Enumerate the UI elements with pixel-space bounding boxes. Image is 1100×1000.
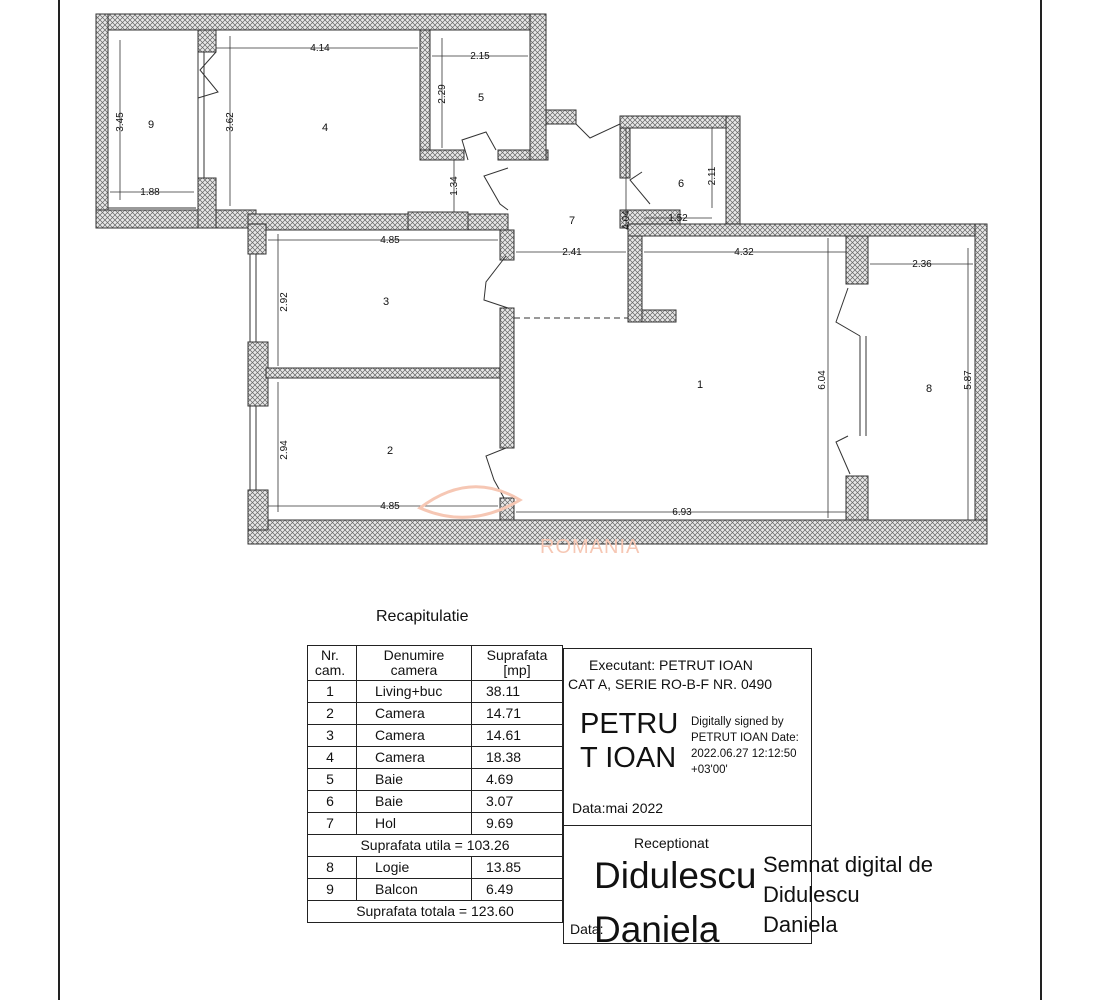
row-nr: 5 <box>308 769 357 791</box>
row-nr: 3 <box>308 725 357 747</box>
room-number-8: 8 <box>926 383 933 395</box>
row-name: Balcon <box>357 879 472 901</box>
recap-header-row <box>308 646 563 681</box>
dim-label: 1.34 <box>449 176 460 196</box>
header-area: Suprafata [mp] <box>472 646 563 681</box>
dim-label: 3.45 <box>115 112 126 132</box>
dim-label: 2.36 <box>912 259 932 270</box>
table-row <box>308 813 563 835</box>
grand-total-row <box>308 901 563 923</box>
table-row <box>308 703 563 725</box>
table-row <box>308 747 563 769</box>
room-number-4: 4 <box>322 122 329 134</box>
dim-label: 4.14 <box>310 43 330 54</box>
receptionat-signature-details: Semnat digital de Didulescu Daniela <box>763 852 933 937</box>
row-name: Baie <box>357 791 472 813</box>
table-row <box>308 681 563 703</box>
dim-label: 1.52 <box>668 213 688 224</box>
table-row <box>308 879 563 901</box>
row-area: 13.85 <box>472 857 563 879</box>
dim-label: 4.85 <box>380 501 400 512</box>
header-nr: Nr. cam. <box>308 646 357 681</box>
dim-label: 4.04 <box>621 210 632 230</box>
row-area: 4.69 <box>472 769 563 791</box>
header-name: Denumire camera <box>357 646 472 681</box>
dim-label: 2.15 <box>470 51 490 62</box>
receptionat-label: Receptionat <box>634 835 709 851</box>
row-name: Living+buc <box>357 681 472 703</box>
executant-signature-name: PETRU T IOAN <box>580 708 679 774</box>
table-row <box>308 725 563 747</box>
dim-label: 2.92 <box>279 292 290 312</box>
row-area: 14.71 <box>472 703 563 725</box>
recap-table <box>307 645 563 923</box>
room-number-9: 9 <box>148 119 155 131</box>
executant-date: Data:mai 2022 <box>572 800 664 816</box>
room-number-3: 3 <box>383 296 390 308</box>
useful-total-row <box>308 835 563 857</box>
receptionat-signature-name: Didulescu Daniela <box>594 855 757 950</box>
row-nr: 8 <box>308 857 357 879</box>
dim-label: 2.11 <box>707 166 718 186</box>
room-number-1: 1 <box>697 379 704 391</box>
window-lines <box>108 52 866 490</box>
doors <box>198 52 860 498</box>
room-number-2: 2 <box>387 445 394 457</box>
dim-label: 2.41 <box>562 247 582 258</box>
executant-section <box>564 649 811 826</box>
row-nr: 9 <box>308 879 357 901</box>
table-row <box>308 857 563 879</box>
dim-label: 2.29 <box>437 84 448 104</box>
row-area: 3.07 <box>472 791 563 813</box>
dim-label: 3.62 <box>225 112 236 132</box>
row-name: Camera <box>357 747 472 769</box>
dim-label: 6.93 <box>672 507 692 518</box>
row-area: 9.69 <box>472 813 563 835</box>
room-number-7: 7 <box>569 215 576 227</box>
watermark-text: ROMANIA <box>540 536 641 558</box>
dim-label: 1.88 <box>140 187 160 198</box>
room-number-5: 5 <box>478 92 485 104</box>
row-name: Baie <box>357 769 472 791</box>
table-row <box>308 791 563 813</box>
row-nr: 2 <box>308 703 357 725</box>
executant-signature-details: Digitally signed by PETRUT IOAN Date: 2022.06.27 12:12:50 +03'00' <box>691 716 799 776</box>
row-name: Hol <box>357 813 472 835</box>
row-nr: 1 <box>308 681 357 703</box>
dim-label: 5.87 <box>963 370 974 390</box>
executant-name: Executant: PETRUT IOAN <box>589 657 753 673</box>
receptionat-date: Data: <box>570 921 604 937</box>
room-number-6: 6 <box>678 178 685 190</box>
row-name: Camera <box>357 725 472 747</box>
dim-label: 4.32 <box>734 247 754 258</box>
row-nr: 6 <box>308 791 357 813</box>
recap-title: Recapitulatie <box>376 608 469 625</box>
table-row <box>308 769 563 791</box>
dim-label: 4.85 <box>380 235 400 246</box>
row-nr: 7 <box>308 813 357 835</box>
row-area: 38.11 <box>472 681 563 703</box>
row-nr: 4 <box>308 747 357 769</box>
row-area: 14.61 <box>472 725 563 747</box>
row-name: Logie <box>357 857 472 879</box>
dim-label: 6.04 <box>817 370 828 390</box>
row-area: 18.38 <box>472 747 563 769</box>
dim-label: 2.94 <box>279 440 290 460</box>
grand-total: Suprafata totala = 123.60 <box>308 901 563 923</box>
useful-total: Suprafata utila = 103.26 <box>308 835 563 857</box>
row-name: Camera <box>357 703 472 725</box>
executant-license: CAT A, SERIE RO-B-F NR. 0490 <box>568 676 773 692</box>
row-area: 6.49 <box>472 879 563 901</box>
